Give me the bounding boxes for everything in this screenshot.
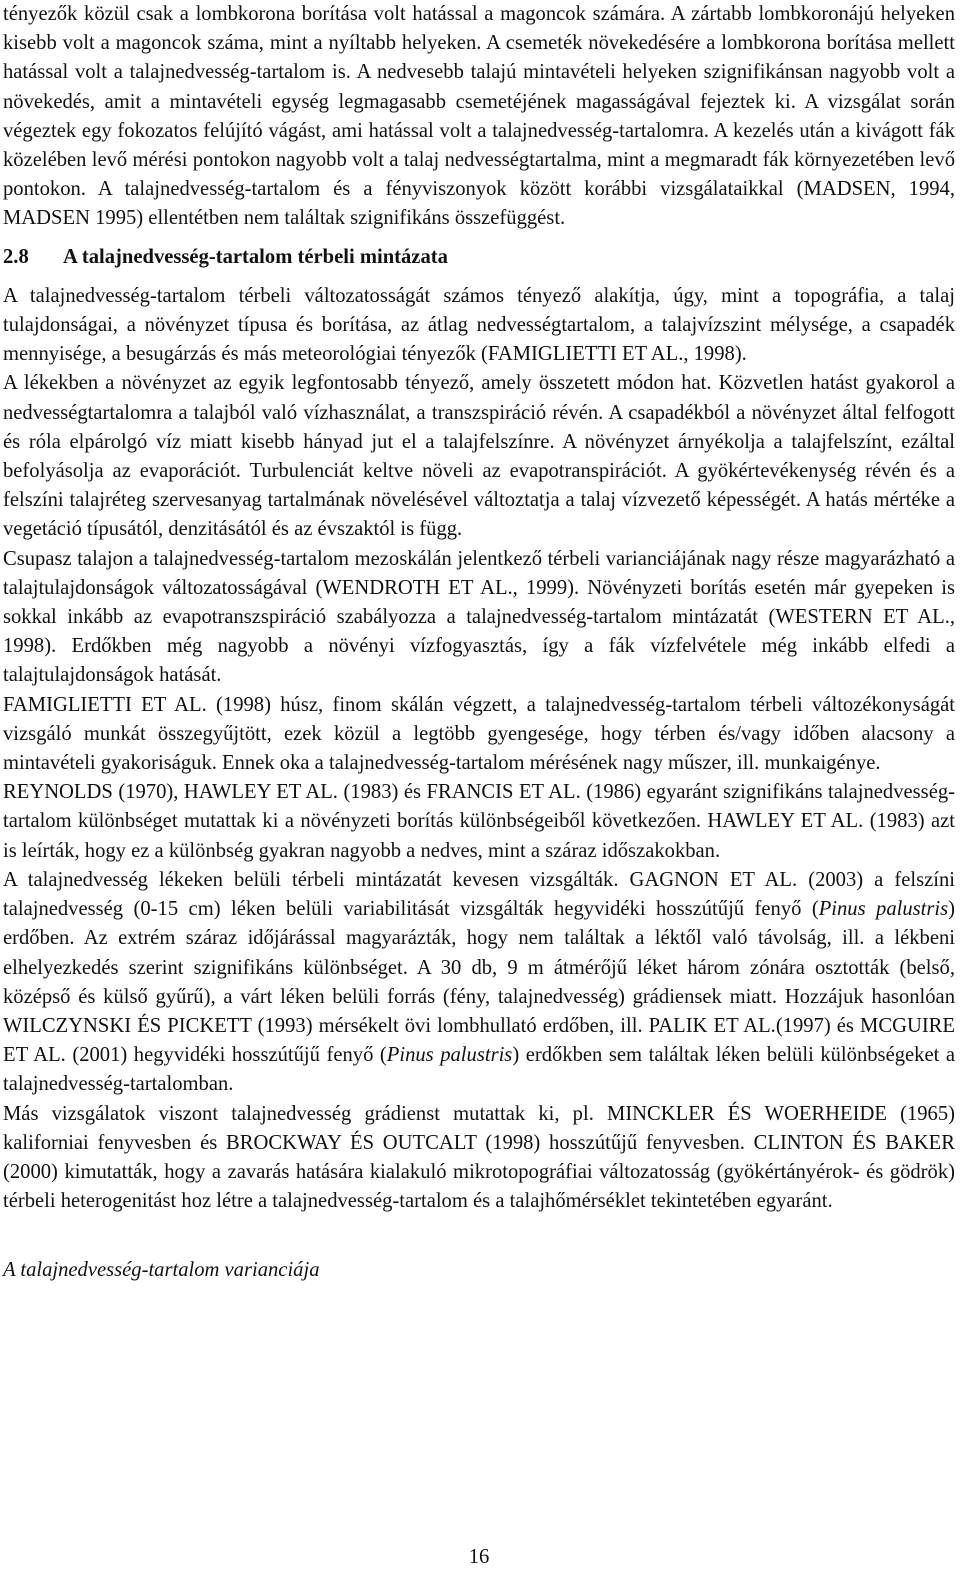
subheading-variance: A talajnedvesség-tartalom varianciája — [3, 1259, 320, 1282]
section-number: 2.8 — [3, 245, 29, 268]
paragraph-continuation: tényezők közül csak a lombkorona borítása volt hatással a magoncok számára. A zártabb lombkoronájú helyeken kisebb volt a magoncok száma, mint a nyíltabb helyeken. A csemeték növekedésére a lombkorona borítása mellett hatással volt a talajnedvesség-tartalom is. A nedvesebb talajú mintavételi helyeken szignifikánsan nagyobb volt a növekedés, amit a mintavételi egység legmagasabb csemetéjének magasságával fejeztek ki. A vizsgálat során végeztek egy fokozatos felújító vágást, ami hatással volt a talajnedvesség-tartalomra. A kezelés után a kivágott fák közelében levő mérési pontokon nagyobb volt a talaj nedvességtartalma, mint a megmaradt fák környezetében levő pontokon. A talajnedvesség-tartalom és a fényviszonyok között korábbi vizsgálataikkal (MADSEN, 1994, MADSEN 1995) ellentétben nem találtak szignifikáns összefüggést. — [3, 3, 955, 230]
document-page — [3, 0, 955, 1576]
paragraph-gradient: Más vizsgálatok viszont talajnedvesség grádienst mutattak ki, pl. MINCKLER ÉS WOERHEIDE (1965) kaliforniai fenyvesben és BROCKWAY ÉS OUTCALT (1998) hosszútűjű fenyvesben. CLINTON ÉS BAKER (2000) kimutatták, hogy a zavarás hatására kialakuló mikrotopográfiai változatosság (gyökértányérok- és gödrök) térbeli heterogenitást hoz létre a talajnedvesség-tartalom és a talajhőmérséklet tekintetében egyaránt. — [3, 1102, 955, 1213]
paragraph-factors: A talajnedvesség-tartalom térbeli változatosságát számos tényező alakítja, úgy, mint a topográfia, a talaj tulajdonságai, a növényzet típusa és borítása, az átlag nedvességtartalom, a talajvízszint mélysége, a csapadék mennyisége, a besugárzás és más meteorológiai tényezők (FAMIGLIETTI ET AL., 1998). — [3, 284, 955, 366]
page-number: 16 — [468, 1546, 490, 1568]
species-name-2: Pinus palustris — [386, 1044, 513, 1067]
paragraph-vegetation: A lékekben a növényzet az egyik legfontosabb tényező, amely összetett módon hat. Közvetlen hatást gyakorol a nedvességtartalomra a talajból való vízhasználat, a transzspiráció révén. A csapadékból a növényzet által felfogott és róla elpárolgó víz miatt kisebb hányad jut el a talajfelszínre. A növényzet árnyékolja a talajfelszínt, ezáltal befolyásolja az evaporációt. Turbulenciát keltve növeli az evapotranspirációt. A gyökértevékenység révén és a felszíni talajréteg szervesanyag tartalmának növelésével változtatja a talaj vízvezető képességét. A hatás mértéke a vegetáció típusától, denzitásától és az évszaktól is függ. — [3, 372, 955, 541]
gagnon-text-3: ) erdőkben sem találtak léken belüli különbségeket a talajnedvesség-tartalomban. — [3, 1044, 955, 1096]
section-title: A talajnedvesség-tartalom térbeli mintázata — [63, 245, 448, 268]
paragraph-bare-soil: Csupasz talajon a talajnedvesség-tartalom mezoskálán jelentkező térbeli varianciájának nagy része magyarázható a talajtulajdonságok változatosságával (WENDROTH ET AL., 1999). Növényzeti borítás esetén már gyepeken is sokkal inkább az evapotranszspiráció szabályozza a talajnedvesség-tartalom mintázatát (WESTERN ET AL., 1998). Erdőkben még nagyobb a növényi vízfogyasztás, így a fák vízfelvétele még inkább elfedi a talajtulajdonságok hatását. — [3, 547, 955, 687]
species-name-1: Pinus palustris — [818, 898, 949, 921]
paragraph-gagnon — [3, 866, 955, 1100]
paragraph-famiglietti: FAMIGLIETTI ET AL. (1998) húsz, finom skálán végzett, a talajnedvesség-tartalom térbeli változékonyságát vizsgáló munkát összegyűjtött, ezek közül a legtöbb gyengesége, hogy térben és/vagy időben alacsony a mintavételi gyakoriságuk. Ennek oka a talajnedvesség-tartalom mérésének nagy műszer, ill. munkaigénye. — [3, 693, 955, 775]
paragraph-reynolds: REYNOLDS (1970), HAWLEY ET AL. (1983) és FRANCIS ET AL. (1986) egyaránt szignifikáns talajnedvesség-tartalom különbséget mutattak ki a növényzeti borítás különbségeiből következően. HAWLEY ET AL. (1983) azt is leírták, hogy ez a különbség gyakran nagyobb a nedves, mint a száraz időszakokban. — [3, 781, 955, 862]
section-heading — [3, 243, 955, 272]
gagnon-text-1: A talajnedvesség lékeken belüli térbeli mintázatát kevesen vizsgálták. GAGNON ET AL. (2003) a felszíni talajnedvesség (0-15 cm) léken belüli variabilitását vizsgálták hegyvidéki hosszútűjű fenyő ( — [3, 868, 955, 921]
gagnon-text-2: ) erdőben. Az extrém száraz időjárással magyarázták, hogy nem találtak a léktől való távolság, ill. a lékbeni elhelyezkedés szerint szignifikáns különbséget. A 30 db, 9 m átmérőjű léket három zónára osztották (belső, középső és külső gyűrű), a várt léken belüli forrás (fény, talajnedvesség) grádiensek miatt. Hozzájuk hasonlóan WILCZYNSKI ÉS PICKETT (1993) mérsékelt övi lombhullató erdőben, ill. PALIK ET AL.(1997) és MCGUIRE ET AL. (2001) hegyvidéki hosszútűjű fenyő ( — [3, 898, 955, 1067]
